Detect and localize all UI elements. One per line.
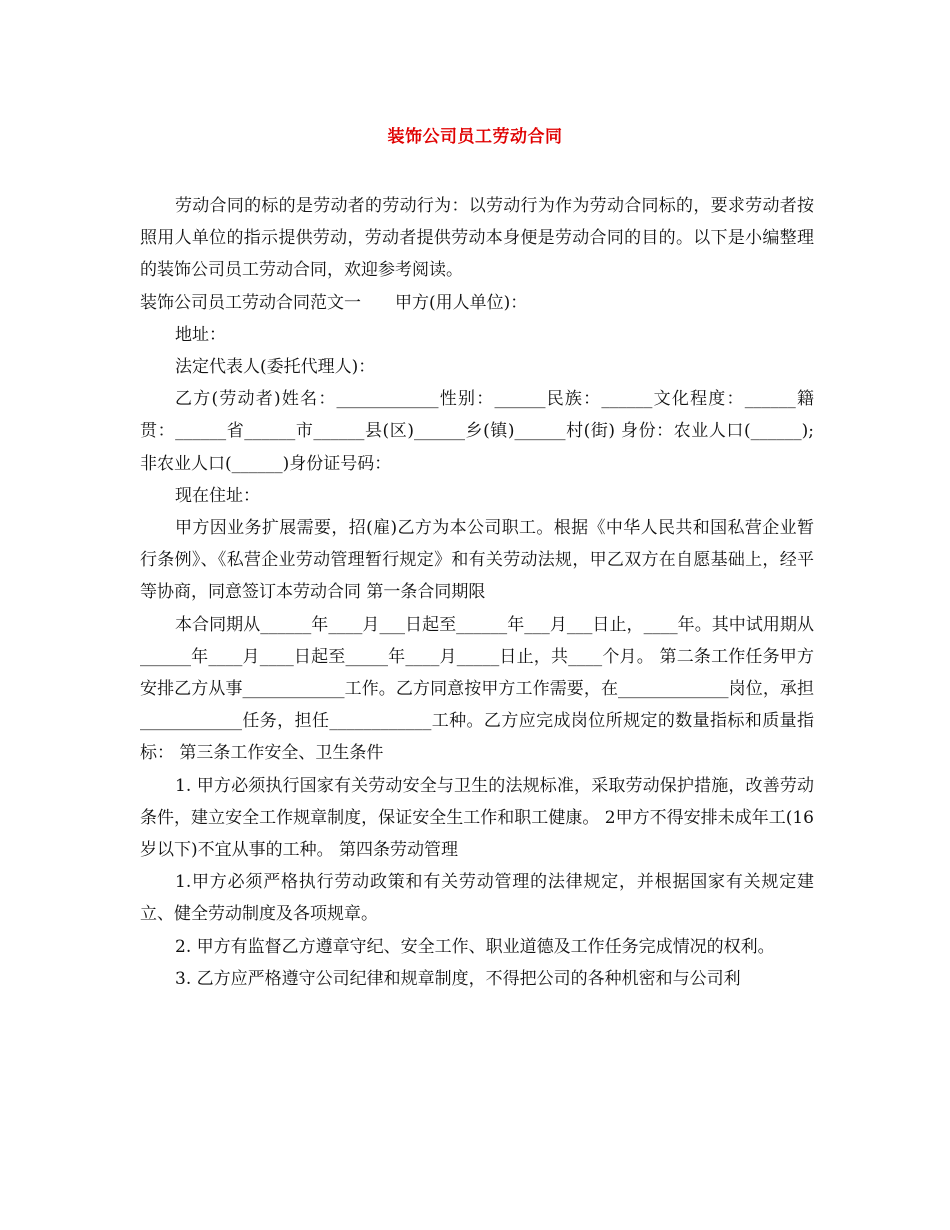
party-b-info-paragraph: 乙方(劳动者)姓名：____________性别：______民族：______文化程度：______籍贯：______省______市______县(区)______乡(镇)______村(街) 身份：农业人口(______);非农业人口(______)身份证号码： (140, 389, 814, 474)
document-body (140, 190, 814, 995)
document-title: 装饰公司员工劳动合同 (387, 127, 563, 147)
recital-paragraph: 甲方因业务扩展需要，招(雇)乙方为本公司职工。根据《中华人民共和国私营企业暂行条例》、《私营企业劳动管理暂行规定》和有关劳动法规，甲乙双方在自愿基础上，经平等协商，同意签订本劳动合同 第一条合同期限 (140, 518, 814, 603)
labor-management-item-1: 1.甲方必须严格执行劳动政策和有关劳动管理的法律规定，并根据国家有关规定建立、健全劳动制度及各项规章。 (140, 872, 814, 925)
address-line: 地址： (175, 324, 226, 345)
contract-heading-line: 装饰公司员工劳动合同范文一 甲方(用人单位)： (140, 292, 528, 313)
labor-management-item-3: 3. 乙方应严格遵守公司纪律和规章制度，不得把公司的各种机密和与公司利 (175, 968, 741, 989)
safety-paragraph: 1. 甲方必须执行国家有关劳动安全与卫生的法规标准，采取劳动保护措施，改善劳动条件，建立安全工作规章制度，保证安全生工作和职工健康。 2甲方不得安排未成年工(16岁以下)不宜从事的工种。 第四条劳动管理 (140, 775, 814, 861)
legal-representative-line: 法定代表人(委托代理人)： (175, 357, 376, 378)
current-address-line: 现在住址： (175, 485, 260, 506)
contract-term-paragraph: 本合同期从______年____月___日起至______年___月___日止，____年。其中试用期从______年____月____日起至_____年____月_____日止，共____个月。 第二条工作任务甲方安排乙方从事____________工作。乙方同意按甲方工作需要，在_____________岗位，承担____________任务，担任____________工种。乙方应完成岗位所规定的数量指标和质量指标： 第三条工作安全、卫生条件 (140, 614, 814, 764)
labor-management-item-2: 2. 甲方有监督乙方遵章守纪、安全工作、职业道德及工作任务完成情况的权利。 (175, 936, 775, 957)
intro-paragraph: 劳动合同的标的是劳动者的劳动行为：以劳动行为作为劳动合同标的，要求劳动者按照用人单位的指示提供劳动，劳动者提供劳动本身便是劳动合同的目的。以下是小编整理的装饰公司员工劳动合同，欢迎参考阅读。 (140, 196, 814, 281)
